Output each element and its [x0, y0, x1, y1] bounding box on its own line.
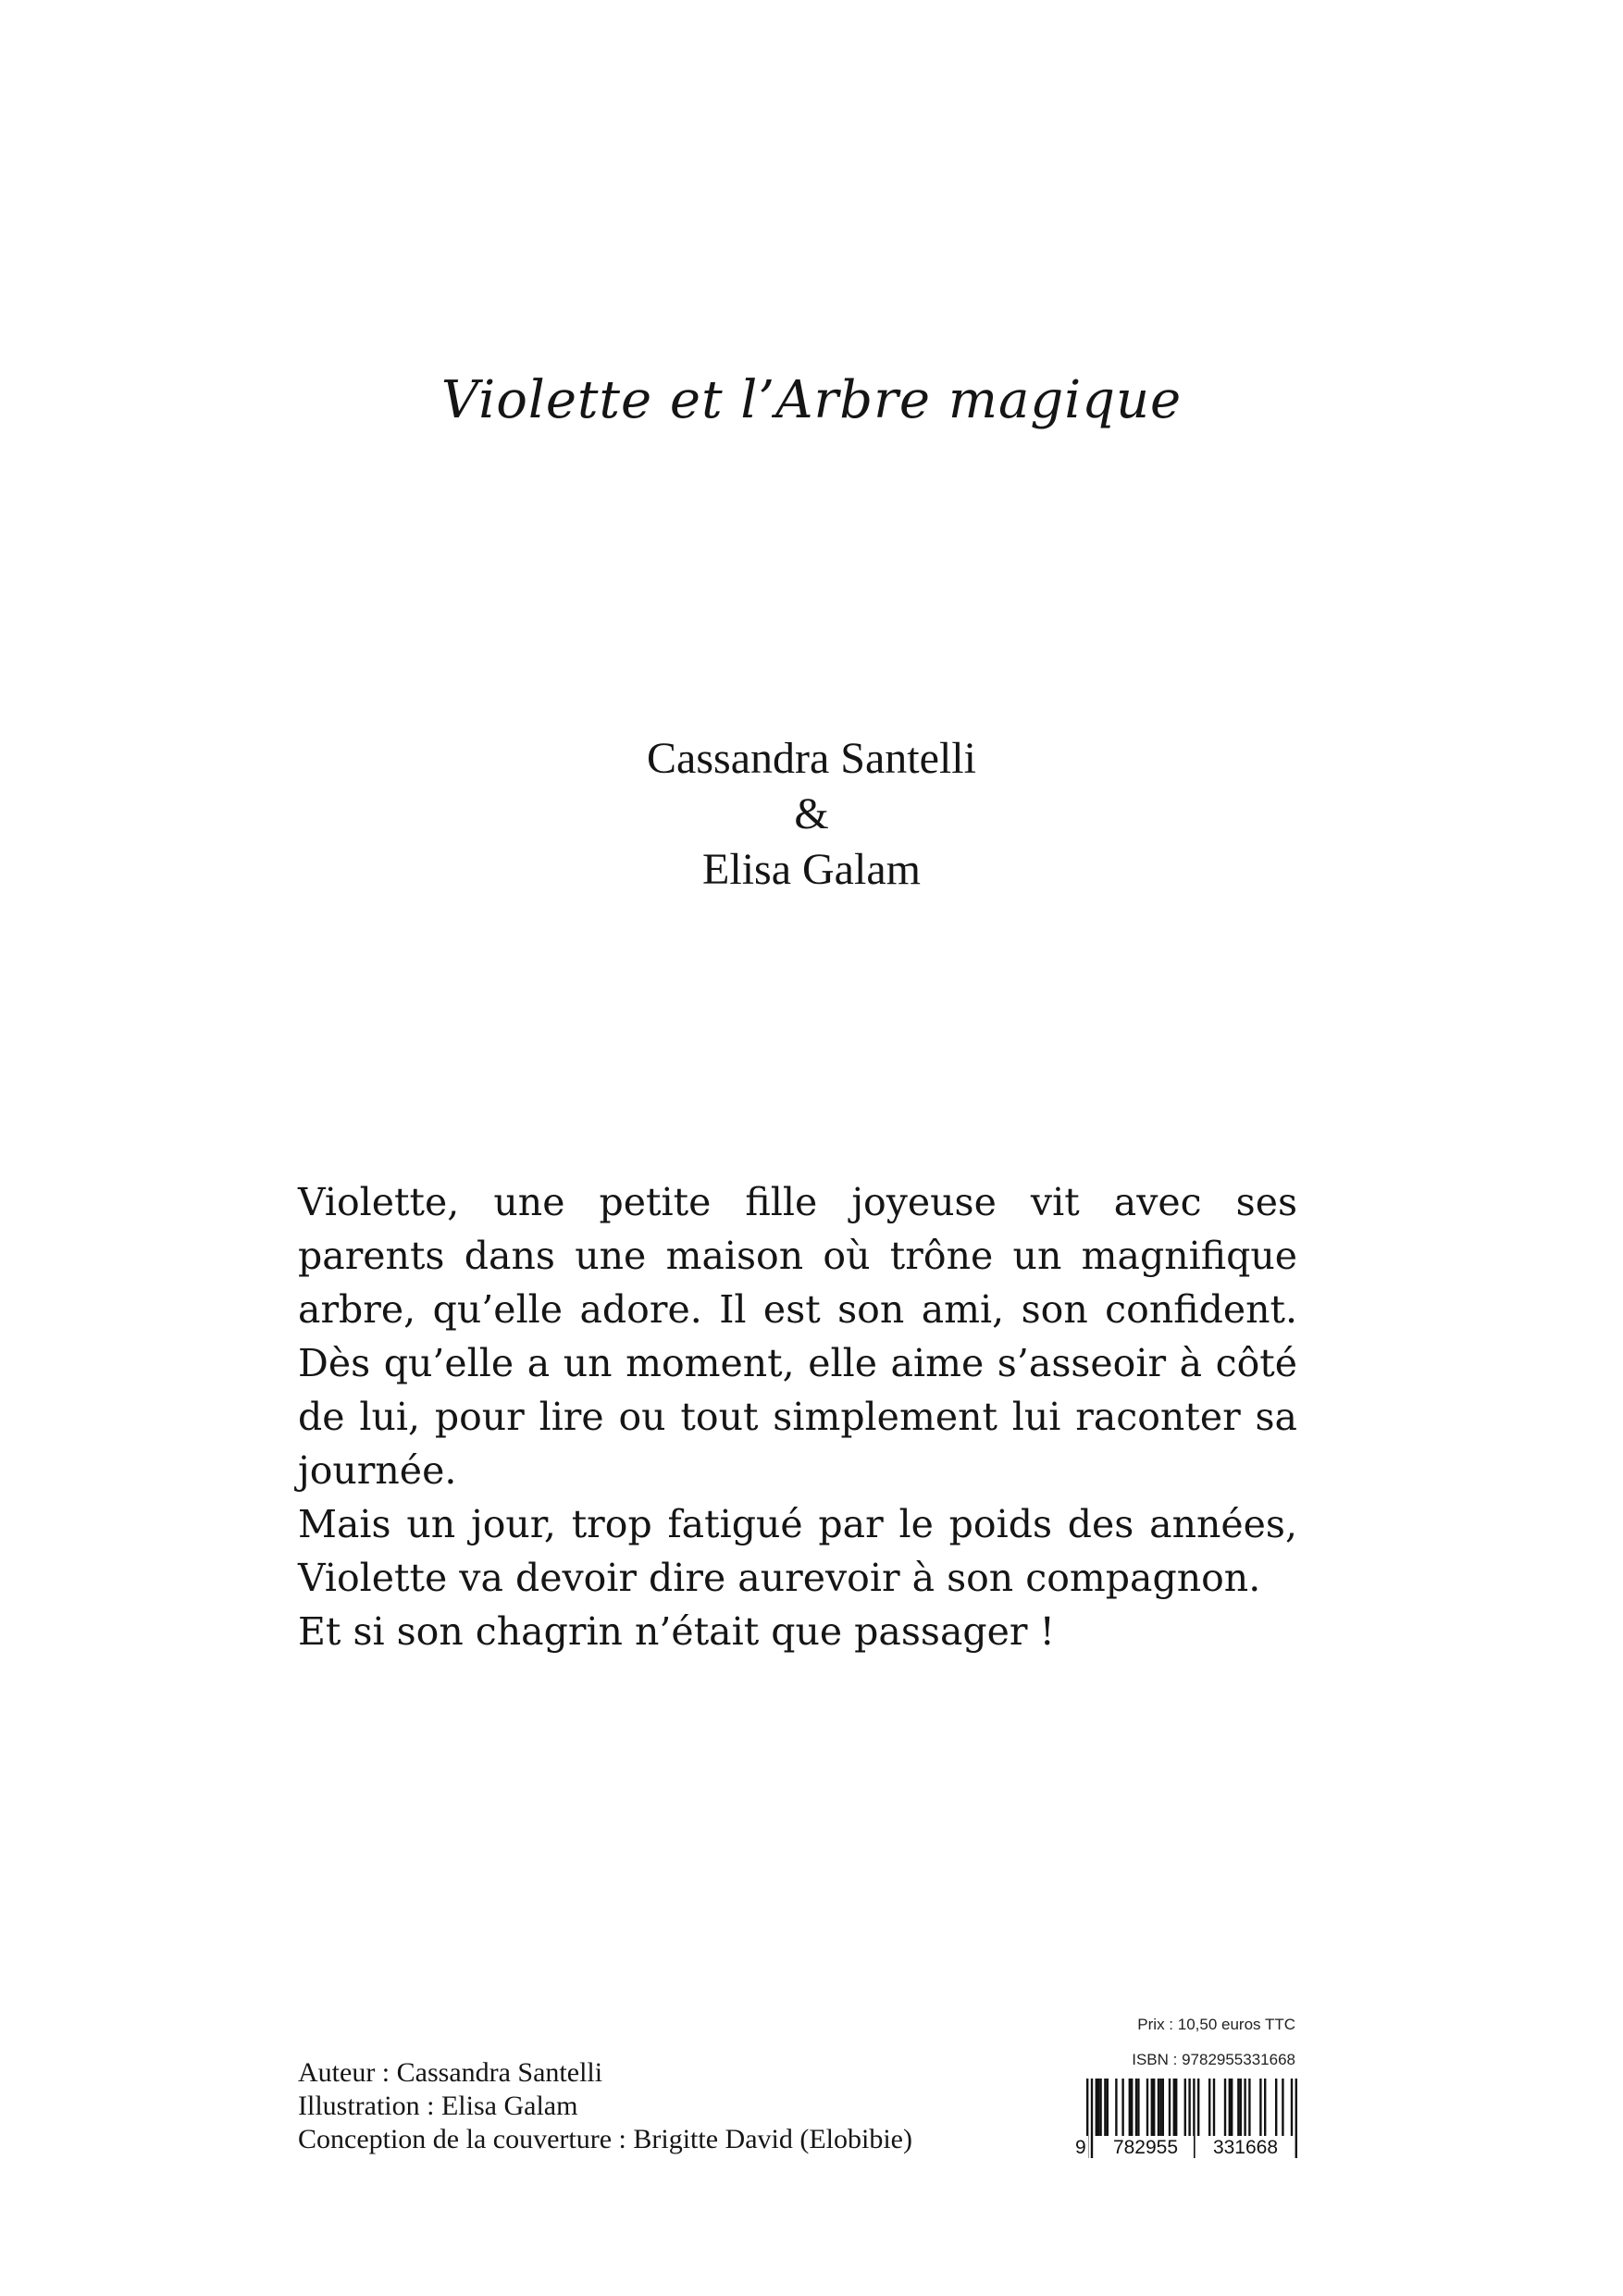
barcode-bar	[1169, 2079, 1171, 2136]
summary-paragraph: Et si son chagrin n’était que passager !	[298, 1609, 1056, 1654]
barcode-bar	[1096, 2079, 1097, 2136]
price-label: Prix : 10,50 euros TTC	[1137, 2016, 1295, 2033]
barcode-graphic	[1075, 2079, 1303, 2188]
barcode-bar	[1248, 2079, 1250, 2136]
barcode-bar	[1107, 2079, 1109, 2136]
barcode-digit-prefix: 9	[1075, 2137, 1086, 2158]
barcode-bar	[1153, 2079, 1155, 2136]
authors-block	[0, 731, 1623, 898]
credit-illustration: Illustration : Elisa Galam	[298, 2091, 578, 2121]
summary-paragraph: Mais un jour, trop fatigué par le poids des années, Violette va devoir dire aurevoir à son compagnon.	[298, 1502, 1297, 1600]
barcode-bar	[1175, 2079, 1177, 2136]
barcode-bar	[1264, 2079, 1266, 2136]
barcode-bar	[1208, 2079, 1210, 2136]
barcode-bar	[1213, 2079, 1215, 2136]
author-separator: &	[794, 789, 829, 838]
barcode-bar	[1135, 2079, 1137, 2136]
barcode-bar	[1099, 2079, 1101, 2136]
credit-author: Auteur : Cassandra Santelli	[298, 2057, 603, 2088]
barcode-bar	[1158, 2079, 1159, 2136]
barcode-bar	[1282, 2079, 1283, 2136]
barcode-bar	[1151, 2079, 1153, 2136]
barcode-bar	[1104, 2079, 1106, 2136]
barcode-bar	[1131, 2079, 1133, 2136]
illustrator-name: Elisa Galam	[702, 845, 921, 894]
credits-block	[298, 2056, 1001, 2156]
barcode-bar	[1259, 2079, 1261, 2136]
barcode-bar	[1229, 2079, 1231, 2136]
barcode-bar	[1173, 2079, 1175, 2136]
summary-paragraph: Violette, une petite fille joyeuse vit avec ses parents dans une maison où trône un magnifique arbre, qu’elle adore. Il est son ami, son confident. Dès qu’elle a un moment, elle aime s’asseoir à côté de lui, pour lire ou tout simplement lui raconter sa journée.	[298, 1180, 1297, 1493]
barcode-digits-right: 331668	[1197, 2136, 1294, 2160]
barcode-bar	[1197, 2079, 1199, 2136]
barcode-bar	[1121, 2079, 1123, 2136]
barcode-bar	[1240, 2079, 1242, 2136]
barcode-bar	[1159, 2079, 1161, 2136]
barcode-bar	[1237, 2079, 1239, 2136]
barcode-bar	[1115, 2079, 1117, 2136]
isbn-barcode	[1075, 2079, 1303, 2188]
barcode-bar	[1137, 2079, 1139, 2136]
barcode-bar	[1129, 2079, 1131, 2136]
barcode-digits	[1075, 2136, 1303, 2160]
barcode-bar	[1224, 2079, 1226, 2136]
book-summary	[298, 1175, 1297, 1658]
barcode-bar	[1146, 2079, 1148, 2136]
barcode-bar	[1244, 2079, 1245, 2136]
book-title: Violette et l’Arbre magique	[440, 370, 1183, 430]
barcode-bar	[1162, 2079, 1164, 2136]
credit-cover-design: Conception de la couverture : Brigitte David (Elobibie)	[298, 2124, 912, 2154]
isbn-label: ISBN : 9782955331668	[1132, 2051, 1295, 2068]
barcode-bar	[1184, 2079, 1186, 2136]
barcode-bar	[1231, 2079, 1233, 2136]
barcode-bar	[1097, 2079, 1099, 2136]
author-name: Cassandra Santelli	[647, 734, 976, 783]
barcode-bar	[1275, 2079, 1277, 2136]
barcode-digits-left: 782955	[1097, 2136, 1194, 2160]
